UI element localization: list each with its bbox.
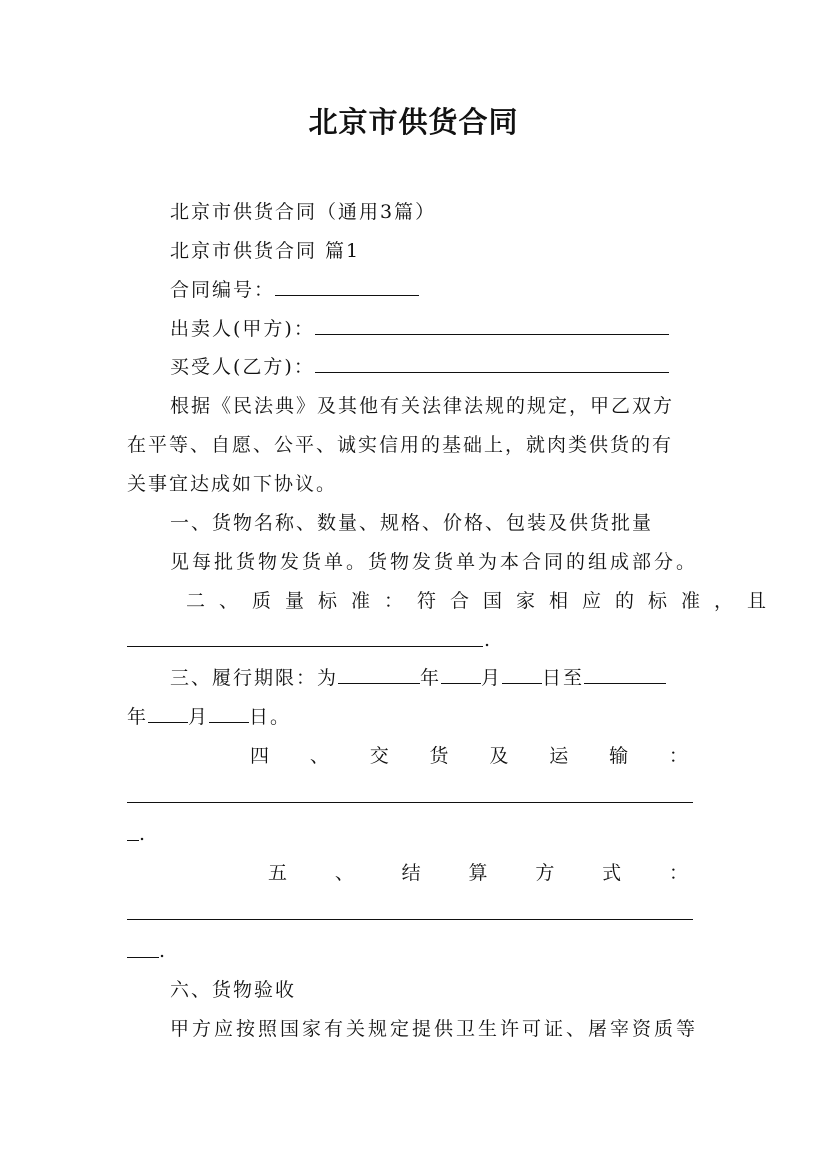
seller-line: [170, 316, 669, 342]
section-4-blank: [127, 802, 693, 803]
section-3-line-2: [127, 704, 291, 730]
section-4-blank-end: [127, 840, 139, 841]
end-day-blank: [209, 704, 249, 723]
s4-char: 运: [549, 745, 571, 767]
section-3-label: 三、履行期限：为: [170, 667, 339, 689]
contract-number-label: 合同编号：: [170, 279, 276, 301]
start-year-label: 年: [420, 667, 442, 689]
subtitle-line: 北京市供货合同（通用3篇）: [170, 201, 437, 223]
end-month-label: 月: [188, 706, 210, 728]
buyer-line: [170, 354, 669, 380]
s4-char: 输: [609, 745, 631, 767]
s5-char: 结: [401, 862, 423, 884]
part-heading: 北京市供货合同 篇1: [170, 240, 361, 262]
section-1-title: 一、货物名称、数量、规格、价格、包装及供货批量: [170, 512, 654, 534]
page-title: 北京市供货合同: [308, 105, 519, 139]
intro-line-1: 根据《民法典》及其他有关法律法规的规定，甲乙双方: [170, 395, 675, 417]
section-1-body: 见每批货物发货单。货物发货单为本合同的组成部分。: [170, 551, 699, 573]
seller-label: 出卖人(甲方)：: [170, 318, 315, 340]
buyer-label: 买受人(乙方)：: [170, 356, 315, 378]
s5-char: 式: [602, 862, 624, 884]
section-6-title: 六、货物验收: [170, 979, 297, 1001]
section-5-heading: [268, 860, 690, 886]
section-4-heading: [250, 743, 690, 769]
section-3-line: [170, 665, 666, 691]
s4-char: ：: [668, 745, 690, 767]
s5-char: 算: [468, 862, 490, 884]
section-4-period: .: [139, 823, 148, 845]
buyer-blank: [315, 354, 669, 373]
start-day-blank: [502, 665, 542, 684]
section-2-period: .: [484, 629, 493, 651]
end-day-label: 日。: [249, 706, 292, 728]
end-year-label: 年: [127, 706, 149, 728]
start-month-blank: [441, 665, 481, 684]
end-month-blank: [148, 704, 188, 723]
section-5-period: .: [159, 940, 168, 962]
seller-blank: [315, 316, 669, 335]
section-2-blank: [127, 646, 483, 647]
section-6-body: 甲方应按照国家有关规定提供卫生许可证、屠宰资质等: [170, 1018, 699, 1040]
section-5-blank-end: [127, 957, 159, 958]
s4-char: 货: [429, 745, 451, 767]
intro-line-2: 在平等、自愿、公平、诚实信用的基础上，就肉类供货的有: [127, 434, 674, 456]
section-2-line: 二、质量标准：符合国家相应的标准，且: [186, 590, 781, 612]
s5-char: 五: [268, 862, 290, 884]
s5-char: 方: [535, 862, 557, 884]
section-5-blank: [127, 919, 693, 920]
s4-char: 、: [309, 745, 331, 767]
s4-char: 及: [489, 745, 511, 767]
start-year-blank: [338, 665, 420, 684]
start-month-label: 月: [481, 667, 503, 689]
contract-number-blank: [275, 277, 419, 296]
start-day-label: 日至: [542, 667, 585, 689]
s5-char: ：: [668, 862, 690, 884]
s5-char: 、: [334, 862, 356, 884]
contract-number-line: [170, 277, 419, 303]
end-year-blank: [584, 665, 666, 684]
s4-char: 交: [369, 745, 391, 767]
s4-char: 四: [250, 745, 272, 767]
intro-line-3: 关事宜达成如下协议。: [127, 473, 338, 495]
